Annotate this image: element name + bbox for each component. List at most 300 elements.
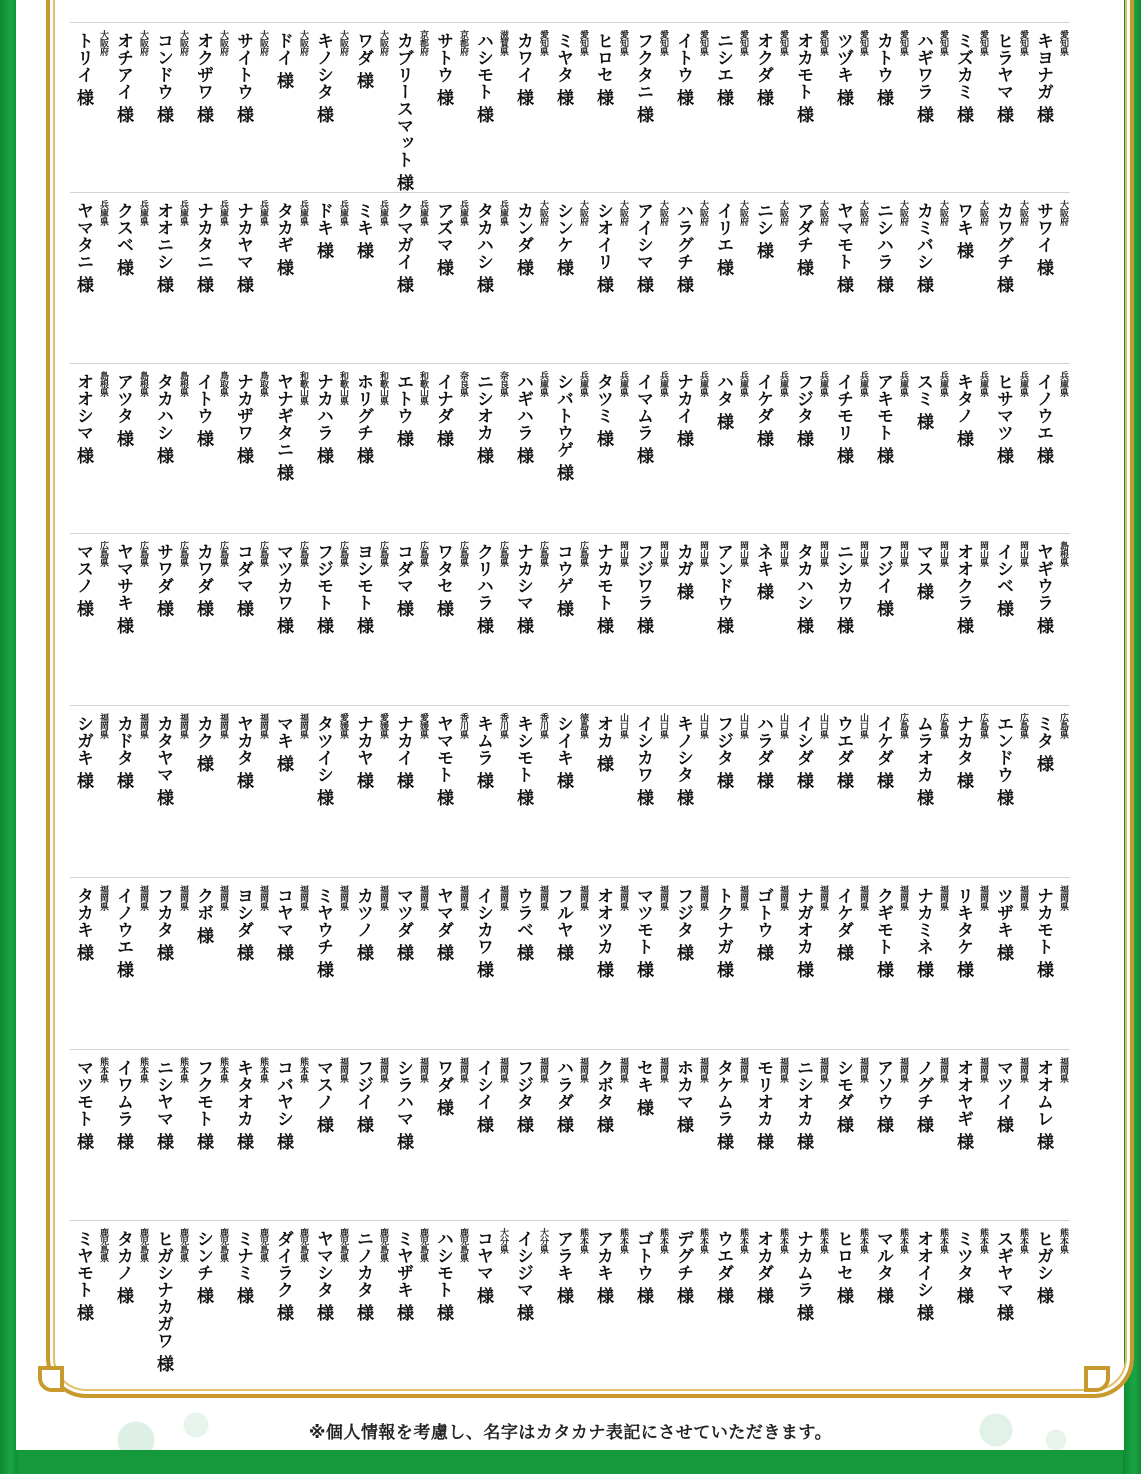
winner-entry	[990, 30, 1030, 195]
winner-entry	[510, 200, 550, 365]
winner-entry	[710, 885, 750, 1050]
winner-entry	[830, 1228, 870, 1393]
winner-entry	[590, 30, 630, 195]
prefecture-label: 福岡県	[218, 885, 228, 911]
winner-name: オクザワ 様	[193, 32, 213, 123]
winner-entry	[470, 541, 510, 706]
winner-name: カガ 様	[673, 543, 693, 600]
winner-name: ヤマダ 様	[433, 887, 453, 961]
prefecture-label: 大阪府	[298, 30, 308, 56]
winner-section	[70, 1220, 1070, 1391]
winner-name: ヤマシタ 様	[313, 1230, 333, 1321]
prefecture-label: 大阪府	[938, 200, 948, 226]
winner-entry	[390, 30, 430, 195]
prefecture-label: 大阪府	[178, 30, 188, 56]
prefecture-label: 和歌山県	[418, 371, 428, 405]
prefecture-label: 福岡県	[378, 1057, 388, 1083]
winner-entry	[430, 30, 470, 195]
winner-entry	[950, 541, 990, 706]
prefecture-label: 広島県	[538, 541, 548, 567]
prefecture-label: 大分県	[498, 1228, 508, 1254]
winner-entry	[350, 541, 390, 706]
prefecture-label: 愛知県	[938, 30, 948, 56]
winner-name: ニノカタ 様	[353, 1230, 373, 1321]
prefecture-label: 愛知県	[698, 30, 708, 56]
winner-entry	[310, 1228, 350, 1393]
winner-entry	[830, 885, 870, 1050]
winner-name: キタノ 様	[953, 373, 973, 447]
winner-name: フジワラ 様	[633, 543, 653, 634]
winner-entry	[430, 200, 470, 365]
winner-entry	[870, 541, 910, 706]
winner-name: アカキ 様	[593, 1230, 613, 1304]
winner-entry	[390, 541, 430, 706]
winner-entry	[670, 30, 710, 195]
winner-name: キタオカ 様	[233, 1059, 253, 1150]
winner-name: アズマ 様	[433, 202, 453, 276]
winner-name: シンチ 様	[193, 1230, 213, 1304]
winner-name: ヤマタニ 様	[73, 202, 93, 293]
prefecture-label: 岡山県	[738, 541, 748, 567]
winner-entry	[430, 371, 470, 536]
winner-entry	[950, 30, 990, 195]
winner-entry	[110, 200, 150, 365]
prefecture-label: 福岡県	[178, 713, 188, 739]
winner-name: タカハシ 様	[793, 543, 813, 634]
prefecture-label: 福岡県	[978, 1057, 988, 1083]
winner-name: イトウ 様	[193, 373, 213, 447]
winner-name: イマムラ 様	[633, 373, 653, 464]
prefecture-label: 大阪府	[698, 200, 708, 226]
winner-entry	[950, 1228, 990, 1393]
prefecture-label: 兵庫県	[258, 200, 268, 226]
winner-section	[70, 192, 1070, 363]
winner-name: サワイ 様	[1033, 202, 1053, 276]
winner-name: ウラベ 様	[513, 887, 533, 961]
winner-name: ハラグチ 様	[673, 202, 693, 293]
winner-name: カブリースマット 様	[393, 32, 413, 191]
prefecture-label: 福岡県	[338, 885, 348, 911]
winner-entry	[710, 200, 750, 365]
winner-entry	[750, 30, 790, 195]
prefecture-label: 福岡県	[658, 1057, 668, 1083]
prefecture-label: 奈良県	[458, 371, 468, 397]
winner-name: ニシオカ 様	[473, 373, 493, 464]
prefecture-label: 広島県	[98, 541, 108, 567]
prefecture-label: 熊本県	[298, 1057, 308, 1083]
winner-entry	[270, 1057, 310, 1222]
prefecture-label: 熊本県	[258, 1057, 268, 1083]
winner-entry	[550, 1057, 590, 1222]
winner-section	[70, 1049, 1070, 1220]
winner-entry	[830, 1057, 870, 1222]
winner-name: コウゲ 様	[553, 543, 573, 617]
winner-name: マツダ 様	[393, 887, 413, 961]
winner-name: ナカイ 様	[673, 373, 693, 447]
winner-entry	[110, 1228, 150, 1393]
prefecture-label: 島根県	[178, 371, 188, 397]
winner-entry	[1030, 713, 1070, 878]
winner-entry	[550, 200, 590, 365]
winner-entry	[590, 541, 630, 706]
winner-entry	[230, 371, 270, 536]
prefecture-label: 大阪府	[138, 30, 148, 56]
winner-entry	[950, 200, 990, 365]
prefecture-label: 福岡県	[1058, 1057, 1068, 1083]
winner-name: ナカヤ 様	[353, 715, 373, 789]
prefecture-label: 岡山県	[938, 541, 948, 567]
winner-name: フジタ 様	[713, 715, 733, 789]
prefecture-label: 兵庫県	[738, 371, 748, 397]
winner-name: ヤナギタニ 様	[273, 373, 293, 481]
winner-entry	[590, 885, 630, 1050]
winner-entry	[430, 885, 470, 1050]
prefecture-label: 鹿児島県	[258, 1228, 268, 1262]
winner-entry	[350, 713, 390, 878]
winner-entry	[190, 30, 230, 195]
winner-entry	[470, 1057, 510, 1222]
winner-entry	[710, 541, 750, 706]
winner-name: ハギハラ 様	[513, 373, 533, 464]
winner-name: アンドウ 様	[713, 543, 733, 634]
winner-entry	[350, 371, 390, 536]
prefecture-label: 兵庫県	[818, 371, 828, 397]
winner-entry	[1030, 1057, 1070, 1222]
prefecture-label: 福岡県	[218, 713, 228, 739]
prefecture-label: 福岡県	[1018, 885, 1028, 911]
winner-name: ヨシモト 様	[353, 543, 373, 634]
winner-name: タカノ 様	[113, 1230, 133, 1304]
winner-entry	[870, 200, 910, 365]
prefecture-label: 福岡県	[498, 885, 508, 911]
prefecture-label: 大阪府	[98, 30, 108, 56]
prefecture-label: 兵庫県	[858, 371, 868, 397]
winner-name: ヒラヤマ 様	[993, 32, 1013, 123]
winner-name: ナカタ 様	[953, 715, 973, 789]
winner-entry	[310, 885, 350, 1050]
winner-entry	[230, 713, 270, 878]
winner-name: イノウエ 様	[113, 887, 133, 978]
winner-name: ナカモト 様	[1033, 887, 1053, 978]
winner-name: クリハラ 様	[473, 543, 493, 634]
winner-name: シイキ 様	[553, 715, 573, 789]
winner-name: キヨナガ 様	[1033, 32, 1053, 123]
winner-entry	[710, 30, 750, 195]
prefecture-label: 福岡県	[738, 885, 748, 911]
prefecture-label: 熊本県	[938, 1228, 948, 1254]
winner-entry	[510, 1057, 550, 1222]
winner-name: コンドウ 様	[153, 32, 173, 123]
winner-name: カツノ 様	[353, 887, 373, 961]
winner-entry	[70, 713, 110, 878]
prefecture-label: 福岡県	[178, 885, 188, 911]
winner-name: フカタ 様	[153, 887, 173, 961]
winner-section	[70, 363, 1070, 534]
prefecture-label: 福岡県	[298, 713, 308, 739]
winner-name: オオムレ 様	[1033, 1059, 1053, 1150]
winner-name: マツモト 様	[633, 887, 653, 978]
prefecture-label: 福岡県	[898, 885, 908, 911]
winner-name: カンダ 様	[513, 202, 533, 276]
prefecture-label: 福岡県	[858, 1057, 868, 1083]
winner-name: マス 様	[913, 543, 933, 600]
prefecture-label: 福岡県	[298, 885, 308, 911]
winner-name: ウエダ 様	[833, 715, 853, 789]
prefecture-label: 福岡県	[858, 885, 868, 911]
prefecture-label: 熊本県	[898, 1228, 908, 1254]
winner-entry	[270, 541, 310, 706]
winner-name: ヤマモト 様	[433, 715, 453, 806]
winner-entry	[950, 885, 990, 1050]
winner-entry	[790, 541, 830, 706]
winner-entry	[110, 1057, 150, 1222]
winner-name: アダチ 様	[793, 202, 813, 276]
winner-name: キノシタ 様	[673, 715, 693, 806]
prefecture-label: 兵庫県	[458, 200, 468, 226]
winner-entry	[270, 885, 310, 1050]
prefecture-label: 広島県	[458, 541, 468, 567]
prefecture-label: 福岡県	[898, 1057, 908, 1083]
winner-name: オオツカ 様	[593, 887, 613, 978]
winner-entry	[150, 371, 190, 536]
prefecture-label: 鹿児島県	[378, 1228, 388, 1262]
winner-name: ゴトウ 様	[633, 1230, 653, 1304]
winner-name: ミヤタ 様	[553, 32, 573, 106]
winner-name: シモダ 様	[833, 1059, 853, 1133]
winner-name: オカモト 様	[793, 32, 813, 123]
winner-entry	[550, 885, 590, 1050]
winner-entry	[590, 200, 630, 365]
winner-name: ワダ 様	[353, 32, 373, 89]
winner-name: シンケ 様	[553, 202, 573, 276]
prefecture-label: 奈良県	[498, 371, 508, 397]
winner-name: サイトウ 様	[233, 32, 253, 123]
prefecture-label: 愛知県	[538, 30, 548, 56]
winner-name: コバヤシ 様	[273, 1059, 293, 1150]
winner-name: シバトウゲ 様	[553, 373, 573, 481]
prefecture-label: 愛媛県	[418, 713, 428, 739]
winner-entry	[670, 371, 710, 536]
winner-entry	[990, 1228, 1030, 1393]
winner-entry	[510, 30, 550, 195]
prefecture-label: 兵庫県	[338, 200, 348, 226]
prefecture-label: 鹿児島県	[458, 1228, 468, 1262]
winner-name: ヒロセ 様	[593, 32, 613, 106]
winner-entry	[1030, 200, 1070, 365]
winner-name: オチアイ 様	[113, 32, 133, 123]
prefecture-label: 愛知県	[1018, 30, 1028, 56]
winner-name: ミヤザキ 様	[393, 1230, 413, 1321]
winner-name: ナカザワ 様	[233, 373, 253, 464]
winner-name: ナカシマ 様	[513, 543, 533, 634]
winner-entry	[990, 1057, 1030, 1222]
prefecture-label: 岡山県	[858, 541, 868, 567]
winner-entry	[430, 1228, 470, 1393]
prefecture-label: 福岡県	[818, 1057, 828, 1083]
prefecture-label: 兵庫県	[1018, 371, 1028, 397]
prefecture-label: 兵庫県	[178, 200, 188, 226]
prefecture-label: 福岡県	[458, 885, 468, 911]
prefecture-label: 熊本県	[658, 1228, 668, 1254]
winner-name: ヒガシ 様	[1033, 1230, 1053, 1304]
prefecture-label: 福岡県	[778, 885, 788, 911]
prefecture-label: 兵庫県	[418, 200, 428, 226]
winner-entry	[630, 1228, 670, 1393]
winner-entry	[150, 200, 190, 365]
winner-entry	[350, 1057, 390, 1222]
prefecture-label: 広島県	[218, 541, 228, 567]
winner-name: ナガオカ 様	[793, 887, 813, 978]
winner-entry	[870, 713, 910, 878]
winner-entry	[390, 885, 430, 1050]
prefecture-label: 大阪府	[378, 30, 388, 56]
winner-entry	[830, 200, 870, 365]
winner-name: リキタケ 様	[953, 887, 973, 978]
winner-name: ヤマモト 様	[833, 202, 853, 293]
prefecture-label: 兵庫県	[658, 371, 668, 397]
winner-entry	[830, 713, 870, 878]
winner-name: シオイリ 様	[593, 202, 613, 293]
winner-entry	[910, 1228, 950, 1393]
winner-name: イシカワ 様	[633, 715, 653, 806]
winner-entry	[510, 371, 550, 536]
winner-entry	[790, 1057, 830, 1222]
winner-entry	[750, 1228, 790, 1393]
winner-entry	[750, 885, 790, 1050]
winner-entry	[470, 200, 510, 365]
prefecture-label: 熊本県	[818, 1228, 828, 1254]
prefecture-label: 愛知県	[738, 30, 748, 56]
winner-name: オオヤギ 様	[953, 1059, 973, 1150]
winner-name: フルヤ 様	[553, 887, 573, 961]
winner-entry	[510, 1228, 550, 1393]
winner-name: イシカワ 様	[473, 887, 493, 978]
winner-name: マキ 様	[273, 715, 293, 772]
prefecture-label: 福岡県	[698, 1057, 708, 1083]
winner-name: クスベ 様	[113, 202, 133, 276]
winner-name: ヒガシナカガワ 様	[153, 1230, 173, 1372]
winner-name: モリオカ 様	[753, 1059, 773, 1150]
winner-entry	[150, 30, 190, 195]
prefecture-label: 熊本県	[978, 1228, 988, 1254]
prefecture-label: 大阪府	[658, 200, 668, 226]
prefecture-label: 熊本県	[778, 1228, 788, 1254]
winner-name: マスノ 様	[313, 1059, 333, 1133]
prefecture-label: 兵庫県	[1058, 371, 1068, 397]
winner-entry	[350, 885, 390, 1050]
winner-entry	[630, 30, 670, 195]
winner-entry	[830, 541, 870, 706]
prefecture-label: 福岡県	[418, 1057, 428, 1083]
winner-name: ワタセ 様	[433, 543, 453, 617]
winner-entry	[870, 1228, 910, 1393]
winner-entry	[950, 1057, 990, 1222]
prefecture-label: 大阪府	[338, 30, 348, 56]
winner-name: アラキ 様	[553, 1230, 573, 1304]
winner-entry	[70, 1057, 110, 1222]
winner-name: ヒサマツ 様	[993, 373, 1013, 464]
winner-name: フジイ 様	[873, 543, 893, 617]
prefecture-label: 愛知県	[858, 30, 868, 56]
winner-entry	[70, 885, 110, 1050]
winner-entry	[470, 885, 510, 1050]
prefecture-label: 福岡県	[378, 885, 388, 911]
winner-name: サトウ 様	[433, 32, 453, 106]
winner-entry	[470, 1228, 510, 1393]
winner-entry	[670, 713, 710, 878]
winner-name: イケダ 様	[833, 887, 853, 961]
winner-entry	[190, 541, 230, 706]
winner-name: ツヅキ 様	[833, 32, 853, 106]
prefecture-label: 愛知県	[898, 30, 908, 56]
winner-name: タツミ 様	[593, 373, 613, 447]
winner-name: タカギ 様	[273, 202, 293, 276]
prefecture-label: 山口県	[658, 713, 668, 739]
winner-entry	[390, 371, 430, 536]
winner-entry	[510, 713, 550, 878]
winner-entry	[110, 713, 150, 878]
winner-name: クギモト 様	[873, 887, 893, 978]
prefecture-label: 岡山県	[818, 541, 828, 567]
winner-name: ナカミネ 様	[913, 887, 933, 978]
prefecture-label: 広島県	[898, 713, 908, 739]
winner-name: ドイ 様	[273, 32, 293, 89]
winner-entry	[590, 1228, 630, 1393]
winner-entry	[70, 1228, 110, 1393]
prefecture-label: 山口県	[618, 713, 628, 739]
winner-entry	[70, 541, 110, 706]
winner-name: ナカムラ 様	[793, 1230, 813, 1321]
winner-entry	[310, 371, 350, 536]
winner-entry	[990, 541, 1030, 706]
winner-name: ノグチ 様	[913, 1059, 933, 1133]
prefecture-label: 島根県	[98, 371, 108, 397]
prefecture-label: 熊本県	[218, 1057, 228, 1083]
winner-name: アキモト 様	[873, 373, 893, 464]
winner-entry	[630, 200, 670, 365]
winner-name: ミキ 様	[353, 202, 373, 259]
prefecture-label: 福岡県	[1018, 1057, 1028, 1083]
prefecture-label: 京都府	[418, 30, 428, 56]
winner-entry	[110, 541, 150, 706]
winner-name: カワイ 様	[513, 32, 533, 106]
prefecture-label: 兵庫県	[778, 371, 788, 397]
prefecture-label: 大分県	[538, 1228, 548, 1254]
winner-entry	[990, 885, 1030, 1050]
winner-entry	[670, 885, 710, 1050]
prefecture-label: 福岡県	[1058, 885, 1068, 911]
winner-entry	[270, 371, 310, 536]
winner-entry	[350, 1228, 390, 1393]
prefecture-label: 香川県	[498, 713, 508, 739]
winner-name: クマガイ 様	[393, 202, 413, 293]
winner-entry	[710, 713, 750, 878]
winner-name: コダマ 様	[393, 543, 413, 617]
winner-entry	[830, 30, 870, 195]
winner-name: マルタ 様	[873, 1230, 893, 1304]
winner-section	[70, 705, 1070, 876]
winner-entry	[470, 371, 510, 536]
prefecture-label: 鹿児島県	[178, 1228, 188, 1262]
winner-name: マツイ 様	[993, 1059, 1013, 1133]
winner-entry	[750, 541, 790, 706]
prefecture-label: 福岡県	[818, 885, 828, 911]
winner-entry	[550, 1228, 590, 1393]
winner-name: カタヤマ 様	[153, 715, 173, 806]
winner-entry	[750, 1057, 790, 1222]
prefecture-label: 鹿児島県	[218, 1228, 228, 1262]
prefecture-label: 熊本県	[178, 1057, 188, 1083]
